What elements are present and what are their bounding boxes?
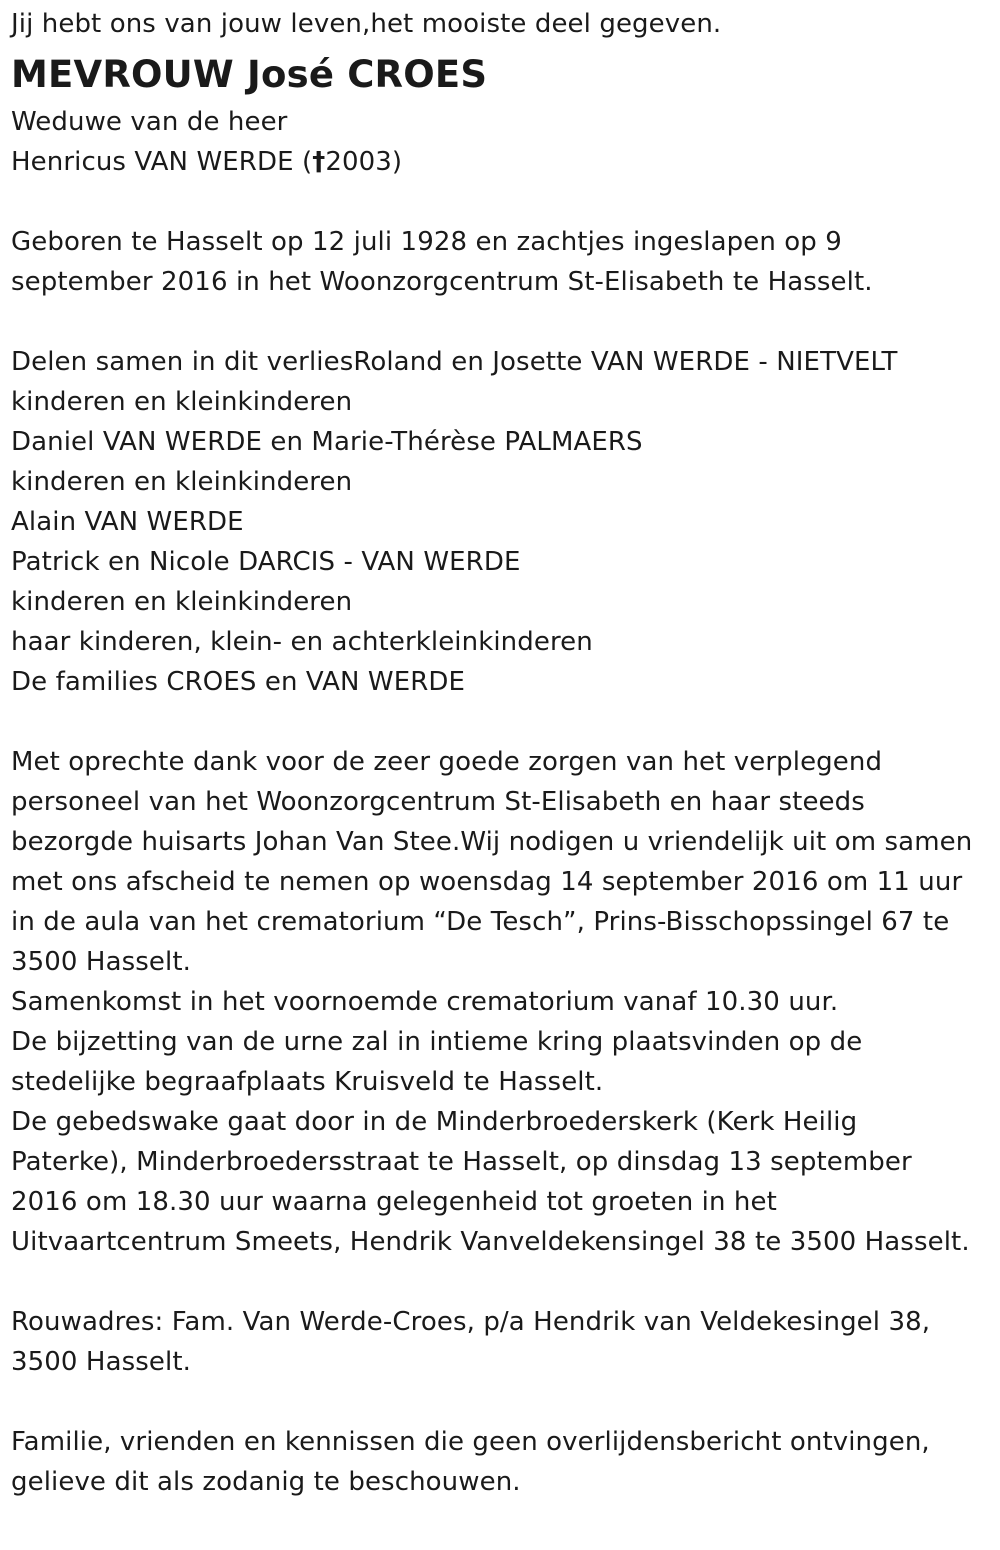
spacer xyxy=(11,182,991,222)
spacer xyxy=(11,1262,991,1302)
birth-death-line: Geboren te Hasselt op 12 juli 1928 en zachtjes ingeslapen op 9 xyxy=(11,227,842,257)
deceased-name: MEVROUW José CROES xyxy=(11,53,488,96)
spouse-line xyxy=(11,142,991,182)
closing-line: Familie, vrienden en kennissen die geen overlijdensbericht ontvingen, xyxy=(11,1427,930,1457)
mourners-line: Alain VAN WERDE xyxy=(11,507,244,537)
mourners-line: Delen samen in dit verliesRoland en Josette VAN WERDE - NIETVELT xyxy=(11,347,898,377)
closing-line: gelieve dit als zodanig te beschouwen. xyxy=(11,1467,521,1497)
birth-death-line: september 2016 in het Woonzorgcentrum St-Elisabeth te Hasselt. xyxy=(11,267,873,297)
widow-line: Weduwe van de heer xyxy=(11,107,288,137)
spouse-year: 2003) xyxy=(325,147,403,177)
service-line: De gebedswake gaat door in de Minderbroederskerk (Kerk Heilig xyxy=(11,1107,858,1137)
service-line: stedelijke begraafplaats Kruisveld te Hasselt. xyxy=(11,1067,604,1097)
service-line: in de aula van het crematorium “De Tesch”, Prins-Bisschopssingel 67 te xyxy=(11,907,950,937)
mourners-line: Daniel VAN WERDE en Marie-Thérèse PALMAERS xyxy=(11,427,643,457)
service-line: 3500 Hasselt. xyxy=(11,947,191,977)
service-line: met ons afscheid te nemen op woensdag 14 september 2016 om 11 uur xyxy=(11,867,963,897)
motto: Jij hebt ons van jouw leven,het mooiste deel gegeven. xyxy=(11,9,722,39)
mourners-line: kinderen en kleinkinderen xyxy=(11,587,353,617)
address-line: 3500 Hasselt. xyxy=(11,1347,191,1377)
mourners-line: kinderen en kleinkinderen xyxy=(11,467,353,497)
address-line: Rouwadres: Fam. Van Werde-Croes, p/a Hendrik van Veldekesingel 38, xyxy=(11,1307,931,1337)
spacer xyxy=(11,702,991,742)
service-line: 2016 om 18.30 uur waarna gelegenheid tot groeten in het xyxy=(11,1187,777,1217)
service-line: Samenkomst in het voornoemde crematorium vanaf 10.30 uur. xyxy=(11,987,839,1017)
obituary-notice xyxy=(11,4,991,1502)
service-line: Paterke), Minderbroedersstraat te Hasselt, op dinsdag 13 september xyxy=(11,1147,912,1177)
mourners-line: kinderen en kleinkinderen xyxy=(11,387,353,417)
spouse-name: Henricus VAN WERDE ( xyxy=(11,147,313,177)
mourners-line: haar kinderen, klein- en achterkleinkinderen xyxy=(11,627,593,657)
cross-icon: † xyxy=(312,147,326,177)
mourners-line: De families CROES en VAN WERDE xyxy=(11,667,466,697)
service-line: De bijzetting van de urne zal in intieme kring plaatsvinden op de xyxy=(11,1027,863,1057)
service-line: Uitvaartcentrum Smeets, Hendrik Vanveldekensingel 38 te 3500 Hasselt. xyxy=(11,1227,970,1257)
service-line: bezorgde huisarts Johan Van Stee.Wij nodigen u vriendelijk uit om samen xyxy=(11,827,973,857)
spacer xyxy=(11,302,991,342)
mourners-line: Patrick en Nicole DARCIS - VAN WERDE xyxy=(11,547,521,577)
service-line: Met oprechte dank voor de zeer goede zorgen van het verplegend xyxy=(11,747,883,777)
spacer xyxy=(11,1382,991,1422)
service-line: personeel van het Woonzorgcentrum St-Elisabeth en haar steeds xyxy=(11,787,865,817)
